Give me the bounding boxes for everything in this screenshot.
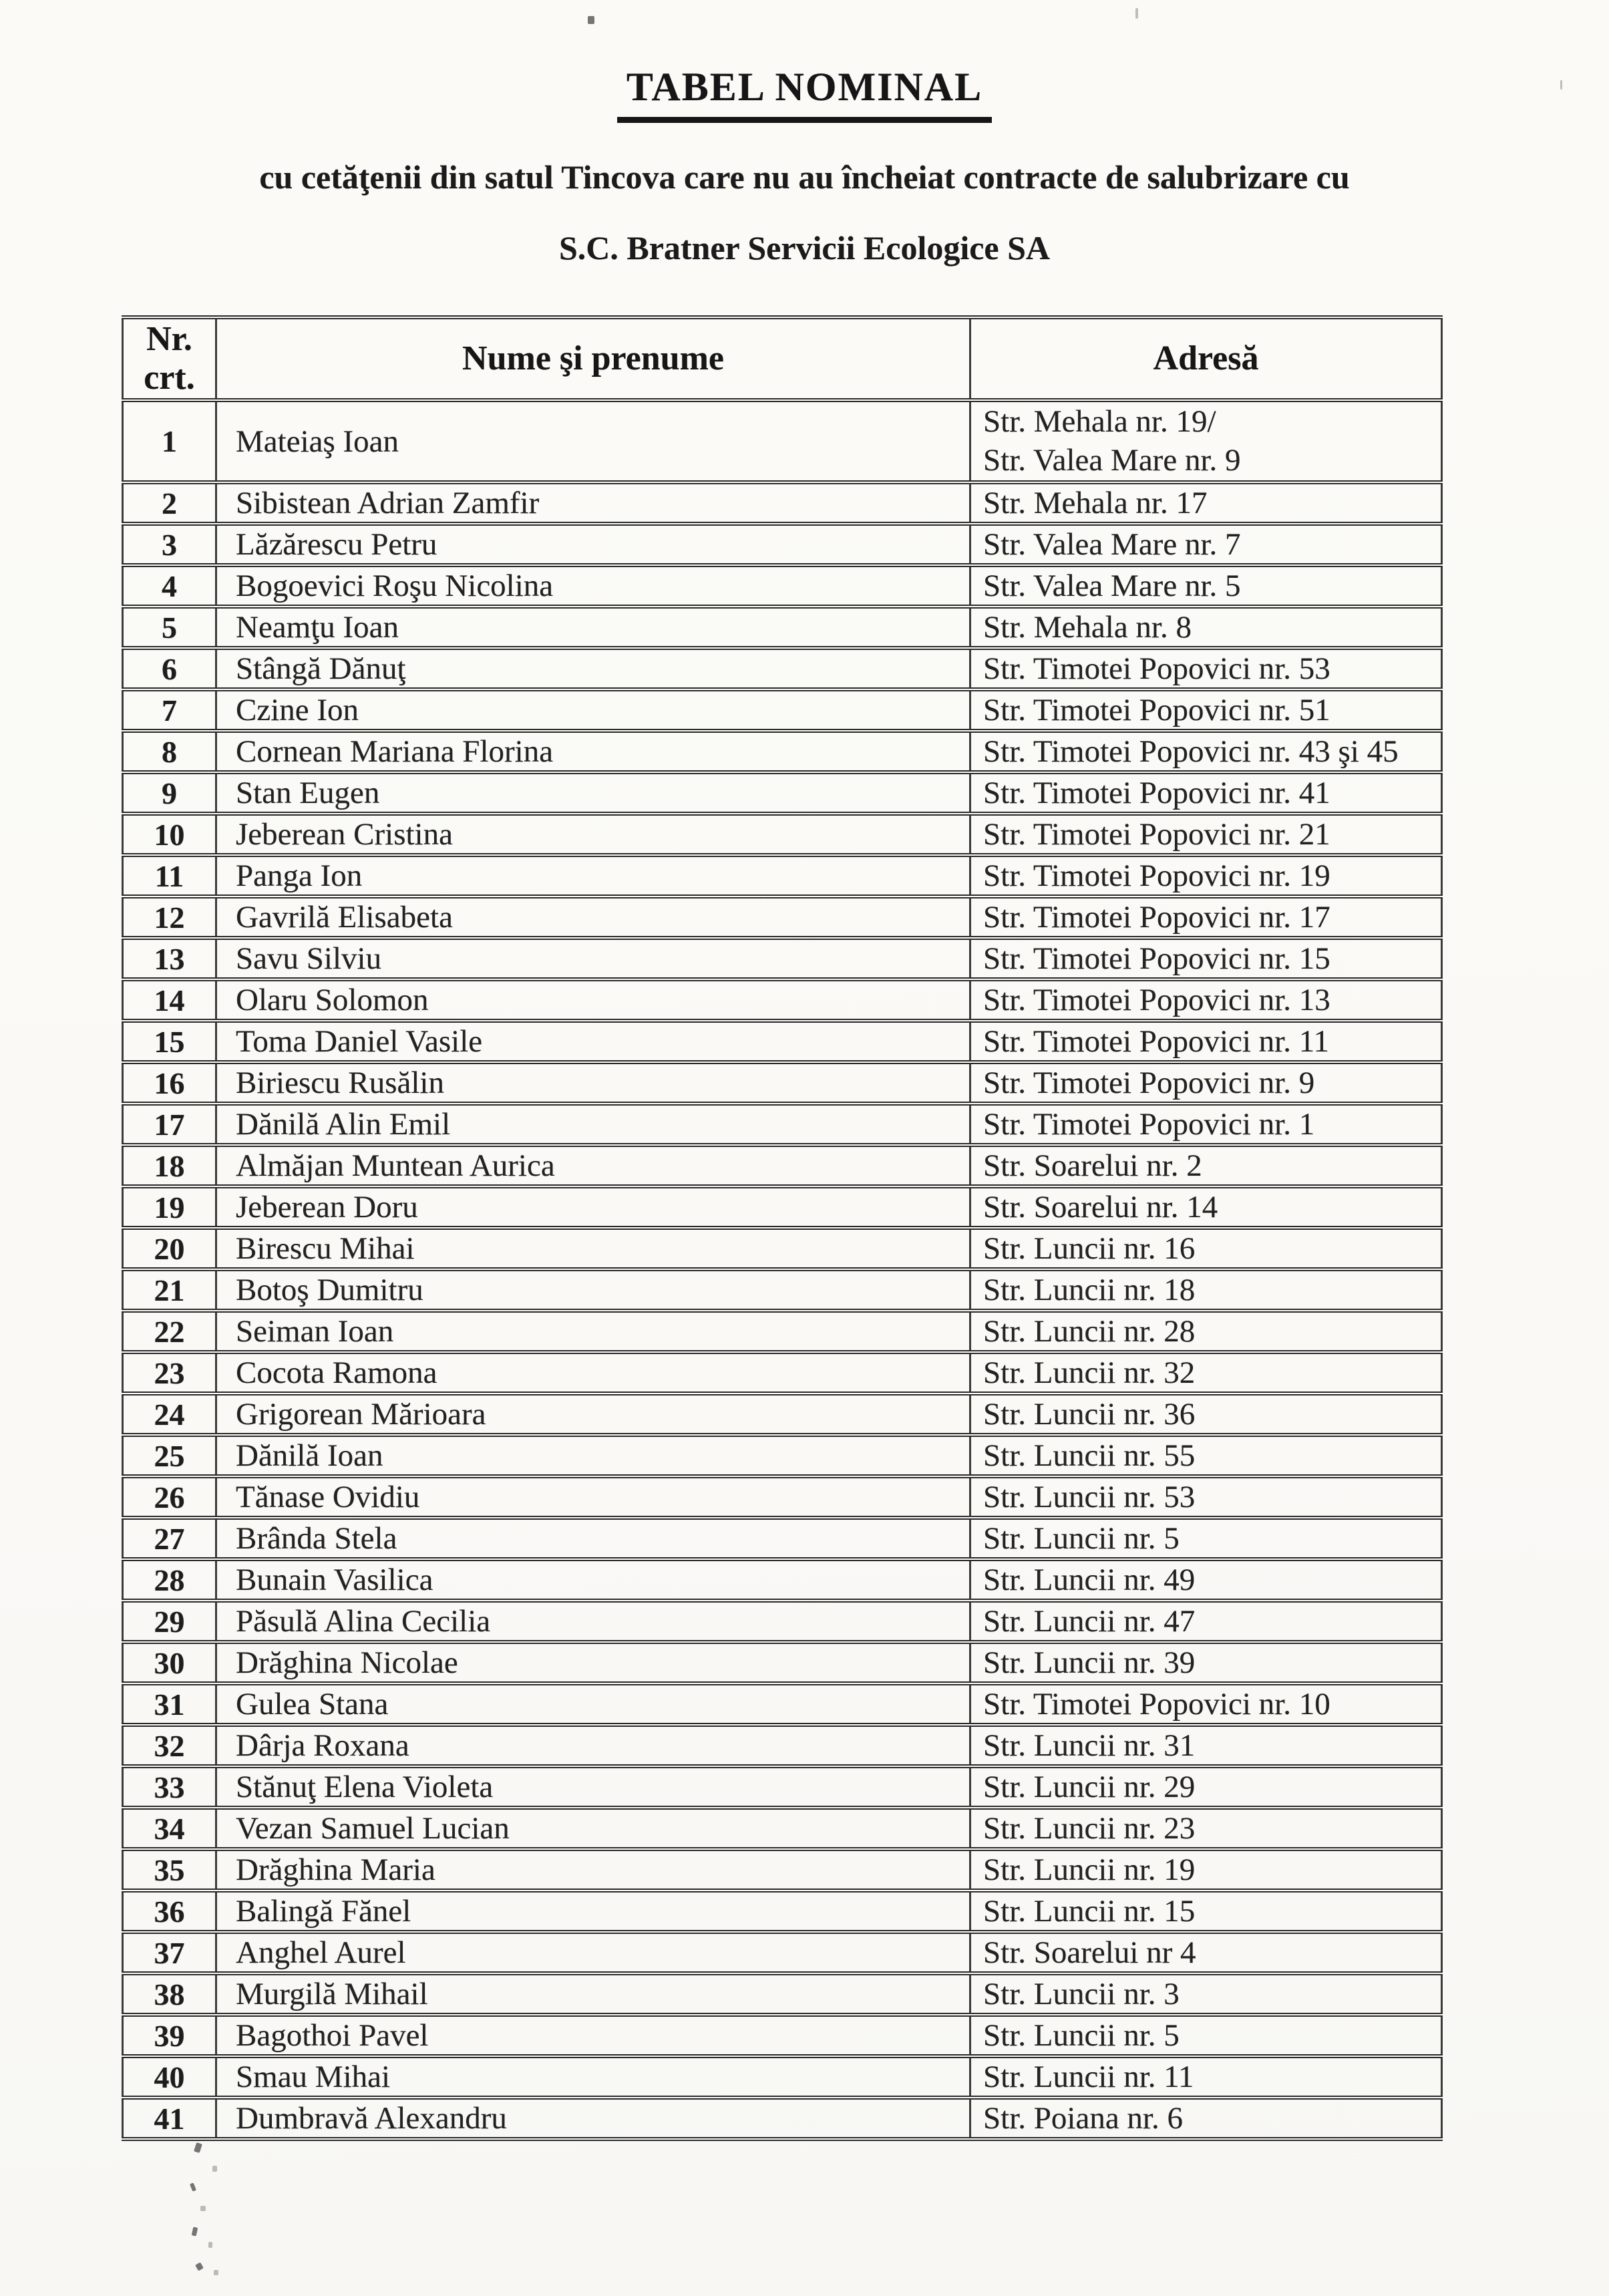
document-subtitle-line1: cu cetăţenii din satul Tincova care nu au încheiat contracte de salubrizare cu	[259, 158, 1350, 196]
row-number-cell: 27	[123, 1518, 216, 1559]
address-cell	[970, 1642, 1442, 1683]
address-cell	[970, 648, 1442, 689]
table-row	[123, 1186, 1442, 1228]
name-cell: Drăghina Nicolae	[216, 1642, 970, 1683]
table-row	[123, 400, 1442, 482]
table-row	[123, 648, 1442, 689]
row-number-cell: 30	[123, 1642, 216, 1683]
address-cell	[970, 1725, 1442, 1766]
header-address: Adresă	[970, 317, 1442, 400]
table-row	[123, 1891, 1442, 1932]
row-number-cell: 7	[123, 689, 216, 731]
nominal-table	[122, 315, 1443, 2141]
address-line: Str. Luncii nr. 55	[983, 1438, 1196, 1474]
address-cell	[970, 400, 1442, 482]
address-cell	[970, 979, 1442, 1021]
address-cell	[970, 607, 1442, 648]
scan-artifact	[214, 2270, 218, 2275]
document-title: TABEL NOMINAL	[617, 64, 992, 123]
address-cell	[970, 1393, 1442, 1435]
address-line: Str. Timotei Popovici nr. 41	[983, 776, 1330, 811]
address-cell	[970, 1228, 1442, 1269]
name-cell: Păsulă Alina Cecilia	[216, 1601, 970, 1642]
header-nr-line1: Nr.	[146, 320, 192, 358]
name-cell: Balingă Fănel	[216, 1891, 970, 1932]
row-number-cell: 31	[123, 1683, 216, 1725]
row-number-cell: 1	[123, 400, 216, 482]
name-cell: Gavrilă Elisabeta	[216, 896, 970, 938]
name-cell: Stângă Dănuţ	[216, 648, 970, 689]
address-line: Str. Timotei Popovici nr. 51	[983, 693, 1330, 728]
row-number-cell: 36	[123, 1891, 216, 1932]
table-row	[123, 1145, 1442, 1186]
address-cell	[970, 814, 1442, 855]
name-cell: Almăjan Muntean Aurica	[216, 1145, 970, 1186]
scan-artifact	[212, 2166, 217, 2172]
row-number-cell: 29	[123, 1601, 216, 1642]
address-cell	[970, 1269, 1442, 1311]
table-row	[123, 607, 1442, 648]
row-number-cell: 38	[123, 1973, 216, 2015]
address-cell	[970, 1849, 1442, 1891]
address-line: Str. Timotei Popovici nr. 13	[983, 983, 1330, 1018]
table-row	[123, 1228, 1442, 1269]
table-row	[123, 482, 1442, 524]
table-row	[123, 1062, 1442, 1104]
table-row	[123, 1808, 1442, 1849]
address-line: Str. Valea Mare nr. 7	[983, 527, 1241, 562]
table-header	[123, 317, 1442, 400]
address-cell	[970, 896, 1442, 938]
table-row	[123, 2015, 1442, 2056]
name-cell: Dănilă Alin Emil	[216, 1104, 970, 1145]
address-cell	[970, 1104, 1442, 1145]
row-number-cell: 23	[123, 1352, 216, 1393]
row-number-cell: 33	[123, 1766, 216, 1808]
row-number-cell: 15	[123, 1021, 216, 1062]
address-line: Str. Luncii nr. 19	[983, 1852, 1196, 1888]
address-cell	[970, 2015, 1442, 2056]
row-number-cell: 39	[123, 2015, 216, 2056]
name-cell: Tănase Ovidiu	[216, 1476, 970, 1518]
row-number-cell: 28	[123, 1559, 216, 1601]
name-cell: Jeberean Doru	[216, 1186, 970, 1228]
address-cell	[970, 1062, 1442, 1104]
scan-artifact	[1560, 80, 1562, 90]
name-cell: Grigorean Mărioara	[216, 1393, 970, 1435]
scan-artifact	[194, 2142, 202, 2153]
row-number-cell: 37	[123, 1932, 216, 1973]
table-row	[123, 855, 1442, 896]
name-cell: Murgilă Mihail	[216, 1973, 970, 2015]
address-line: Str. Soarelui nr. 2	[983, 1148, 1202, 1184]
name-cell: Czine Ion	[216, 689, 970, 731]
name-cell: Vezan Samuel Lucian	[216, 1808, 970, 1849]
address-cell	[970, 938, 1442, 979]
name-cell: Sibistean Adrian Zamfir	[216, 482, 970, 524]
address-cell	[970, 855, 1442, 896]
address-line: Str. Luncii nr. 31	[983, 1728, 1196, 1764]
address-line: Str. Luncii nr. 23	[983, 1811, 1196, 1846]
address-line: Str. Timotei Popovici nr. 17	[983, 900, 1330, 935]
scan-artifact	[195, 2262, 204, 2271]
name-cell: Bogoevici Roşu Nicolina	[216, 565, 970, 607]
row-number-cell: 41	[123, 2098, 216, 2139]
address-line: Str. Luncii nr. 15	[983, 1894, 1196, 1929]
name-cell: Olaru Solomon	[216, 979, 970, 1021]
row-number-cell: 3	[123, 524, 216, 565]
row-number-cell: 16	[123, 1062, 216, 1104]
name-cell: Bunain Vasilica	[216, 1559, 970, 1601]
name-cell: Biriescu Rusălin	[216, 1062, 970, 1104]
row-number-cell: 12	[123, 896, 216, 938]
table-row	[123, 979, 1442, 1021]
address-line: Str. Luncii nr. 36	[983, 1397, 1196, 1432]
table-row	[123, 1435, 1442, 1476]
name-cell: Stănuţ Elena Violeta	[216, 1766, 970, 1808]
header-name: Nume şi prenume	[216, 317, 970, 400]
row-number-cell: 20	[123, 1228, 216, 1269]
table-row	[123, 1559, 1442, 1601]
address-cell	[970, 1766, 1442, 1808]
table-row	[123, 1973, 1442, 2015]
table-row	[123, 938, 1442, 979]
table-row	[123, 1476, 1442, 1518]
table-row	[123, 1849, 1442, 1891]
name-cell: Cornean Mariana Florina	[216, 731, 970, 772]
address-line: Str. Mehala nr. 19/	[983, 404, 1216, 440]
row-number-cell: 17	[123, 1104, 216, 1145]
address-line: Str. Valea Mare nr. 9	[983, 442, 1241, 478]
name-cell: Neamţu Ioan	[216, 607, 970, 648]
address-cell	[970, 1808, 1442, 1849]
address-cell	[970, 565, 1442, 607]
address-line: Str. Valea Mare nr. 5	[983, 568, 1241, 604]
name-cell: Dănilă Ioan	[216, 1435, 970, 1476]
name-cell: Mateiaş Ioan	[216, 400, 970, 482]
scan-artifact	[1135, 8, 1138, 19]
document-subtitle-line2: S.C. Bratner Servicii Ecologice SA	[558, 229, 1051, 267]
address-cell	[970, 524, 1442, 565]
address-line: Str. Timotei Popovici nr. 15	[983, 941, 1330, 977]
row-number-cell: 9	[123, 772, 216, 814]
address-cell	[970, 1021, 1442, 1062]
name-cell: Panga Ion	[216, 855, 970, 896]
row-number-cell: 22	[123, 1311, 216, 1352]
table-row	[123, 814, 1442, 855]
address-line: Str. Timotei Popovici nr. 53	[983, 651, 1330, 687]
address-cell	[970, 1601, 1442, 1642]
table-row	[123, 1601, 1442, 1642]
scan-artifact	[588, 16, 594, 24]
name-cell: Botoş Dumitru	[216, 1269, 970, 1311]
name-cell: Savu Silviu	[216, 938, 970, 979]
header-nr	[123, 317, 216, 400]
scan-artifact	[190, 2182, 196, 2191]
row-number-cell: 11	[123, 855, 216, 896]
address-line: Str. Soarelui nr 4	[983, 1935, 1196, 1971]
address-line: Str. Timotei Popovici nr. 9	[983, 1065, 1315, 1101]
name-cell: Jeberean Cristina	[216, 814, 970, 855]
address-cell	[970, 1435, 1442, 1476]
address-line: Str. Timotei Popovici nr. 1	[983, 1107, 1315, 1142]
row-number-cell: 21	[123, 1269, 216, 1311]
address-cell	[970, 731, 1442, 772]
address-line: Str. Mehala nr. 17	[983, 486, 1208, 521]
address-line: Str. Luncii nr. 11	[983, 2060, 1194, 2095]
row-number-cell: 32	[123, 1725, 216, 1766]
scan-artifact	[208, 2242, 212, 2248]
address-line: Str. Luncii nr. 5	[983, 2018, 1180, 2054]
address-line: Str. Luncii nr. 49	[983, 1563, 1196, 1598]
address-cell	[970, 1559, 1442, 1601]
address-line: Str. Timotei Popovici nr. 11	[983, 1024, 1329, 1059]
address-line: Str. Timotei Popovici nr. 21	[983, 817, 1330, 852]
address-cell	[970, 1518, 1442, 1559]
address-cell	[970, 1683, 1442, 1725]
row-number-cell: 5	[123, 607, 216, 648]
address-cell	[970, 1186, 1442, 1228]
row-number-cell: 26	[123, 1476, 216, 1518]
table-row	[123, 524, 1442, 565]
table-row	[123, 772, 1442, 814]
table-row	[123, 1642, 1442, 1683]
table-row	[123, 565, 1442, 607]
name-cell: Brânda Stela	[216, 1518, 970, 1559]
address-cell	[970, 1352, 1442, 1393]
row-number-cell: 2	[123, 482, 216, 524]
row-number-cell: 25	[123, 1435, 216, 1476]
name-cell: Toma Daniel Vasile	[216, 1021, 970, 1062]
address-cell	[970, 2098, 1442, 2139]
row-number-cell: 34	[123, 1808, 216, 1849]
table-row	[123, 1311, 1442, 1352]
row-number-cell: 6	[123, 648, 216, 689]
row-number-cell: 18	[123, 1145, 216, 1186]
table-row	[123, 1766, 1442, 1808]
address-line: Str. Luncii nr. 29	[983, 1770, 1196, 1805]
name-cell: Gulea Stana	[216, 1683, 970, 1725]
table-row	[123, 1269, 1442, 1311]
address-cell	[970, 1891, 1442, 1932]
address-cell	[970, 1476, 1442, 1518]
name-cell: Stan Eugen	[216, 772, 970, 814]
address-line: Str. Luncii nr. 28	[983, 1314, 1196, 1349]
address-line: Str. Poiana nr. 6	[983, 2101, 1183, 2136]
name-cell: Drăghina Maria	[216, 1849, 970, 1891]
name-cell: Lăzărescu Petru	[216, 524, 970, 565]
table-row	[123, 1104, 1442, 1145]
row-number-cell: 24	[123, 1393, 216, 1435]
row-number-cell: 40	[123, 2056, 216, 2098]
address-line: Str. Luncii nr. 3	[983, 1977, 1180, 2012]
row-number-cell: 14	[123, 979, 216, 1021]
table-row	[123, 1932, 1442, 1973]
row-number-cell: 13	[123, 938, 216, 979]
name-cell: Cocota Ramona	[216, 1352, 970, 1393]
table-row	[123, 731, 1442, 772]
scan-artifact	[200, 2206, 206, 2211]
title-block	[0, 0, 1609, 123]
scan-artifact	[192, 2227, 198, 2236]
address-line: Str. Luncii nr. 53	[983, 1480, 1196, 1515]
header-nr-line2: crt.	[144, 359, 195, 397]
name-cell: Seiman Ioan	[216, 1311, 970, 1352]
table-row	[123, 896, 1442, 938]
table-body	[123, 400, 1442, 2139]
name-cell: Bagothoi Pavel	[216, 2015, 970, 2056]
row-number-cell: 10	[123, 814, 216, 855]
address-cell	[970, 1973, 1442, 2015]
address-cell	[970, 1311, 1442, 1352]
table-row	[123, 1518, 1442, 1559]
address-cell	[970, 772, 1442, 814]
table-row	[123, 1683, 1442, 1725]
address-line: Str. Luncii nr. 32	[983, 1355, 1196, 1391]
table-row	[123, 1352, 1442, 1393]
address-line: Str. Luncii nr. 47	[983, 1604, 1196, 1639]
address-line: Str. Luncii nr. 16	[983, 1231, 1196, 1267]
name-cell: Dârja Roxana	[216, 1725, 970, 1766]
address-cell	[970, 482, 1442, 524]
table-row	[123, 2056, 1442, 2098]
address-line: Str. Soarelui nr. 14	[983, 1190, 1218, 1225]
address-line: Str. Timotei Popovici nr. 43 şi 45	[983, 734, 1399, 770]
address-line: Str. Luncii nr. 5	[983, 1521, 1180, 1556]
name-cell: Smau Mihai	[216, 2056, 970, 2098]
row-number-cell: 35	[123, 1849, 216, 1891]
table-row	[123, 689, 1442, 731]
row-number-cell: 8	[123, 731, 216, 772]
scan-artifact	[1270, 172, 1273, 179]
address-cell	[970, 1932, 1442, 1973]
address-cell	[970, 2056, 1442, 2098]
address-cell	[970, 689, 1442, 731]
name-cell: Birescu Mihai	[216, 1228, 970, 1269]
name-cell: Dumbravă Alexandru	[216, 2098, 970, 2139]
table-row	[123, 1393, 1442, 1435]
address-line: Str. Timotei Popovici nr. 10	[983, 1687, 1330, 1722]
row-number-cell: 4	[123, 565, 216, 607]
table-row	[123, 1021, 1442, 1062]
name-cell: Anghel Aurel	[216, 1932, 970, 1973]
address-line: Str. Timotei Popovici nr. 19	[983, 858, 1330, 894]
table-row	[123, 1725, 1442, 1766]
table-row	[123, 2098, 1442, 2139]
row-number-cell: 19	[123, 1186, 216, 1228]
address-line: Str. Luncii nr. 39	[983, 1645, 1196, 1681]
address-line: Str. Luncii nr. 18	[983, 1273, 1196, 1308]
address-cell	[970, 1145, 1442, 1186]
address-line: Str. Mehala nr. 8	[983, 610, 1192, 645]
